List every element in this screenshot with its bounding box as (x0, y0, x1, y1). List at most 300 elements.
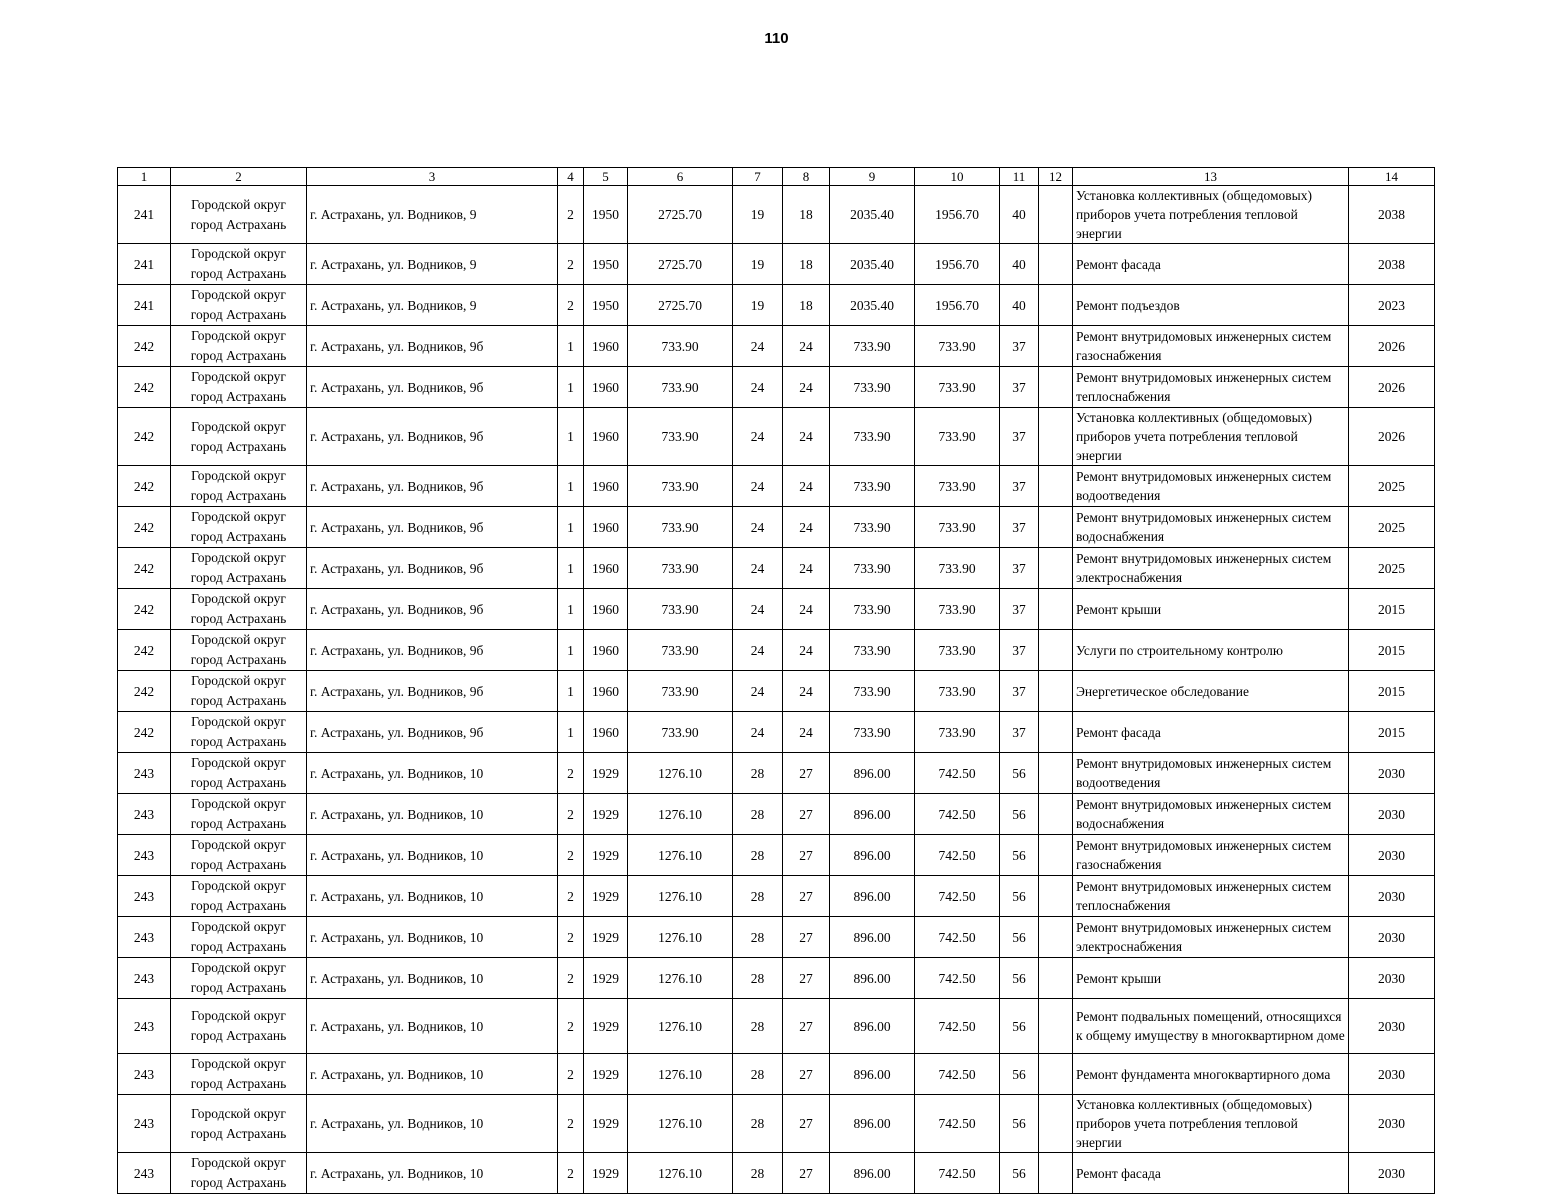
table-row (118, 671, 1435, 712)
address-cell: г. Астрахань, ул. Водников, 9б (307, 507, 558, 548)
region-cell: Городской округ город Астрахань (171, 917, 307, 958)
col11-cell: 37 (1000, 548, 1039, 589)
region-cell: Городской округ город Астрахань (171, 326, 307, 367)
col8-cell: 24 (783, 507, 830, 548)
col12-cell (1039, 794, 1073, 835)
work-type-cell: Ремонт внутридомовых инженерных систем водоснабжения (1073, 794, 1349, 835)
living-area-cell: 896.00 (830, 999, 915, 1054)
col11-cell: 56 (1000, 917, 1039, 958)
row-number-cell: 242 (118, 630, 171, 671)
living-area-cell: 733.90 (830, 712, 915, 753)
col10-cell: 733.90 (915, 507, 1000, 548)
living-area-cell: 896.00 (830, 1153, 915, 1194)
floors-cell: 1 (558, 548, 584, 589)
work-type-cell: Услуги по строительному контролю (1073, 630, 1349, 671)
col8-cell: 27 (783, 958, 830, 999)
living-area-cell: 896.00 (830, 1054, 915, 1095)
living-area-cell: 896.00 (830, 917, 915, 958)
region-cell: Городской округ город Астрахань (171, 630, 307, 671)
work-type-cell: Ремонт фасада (1073, 1153, 1349, 1194)
col10-cell: 742.50 (915, 753, 1000, 794)
living-area-cell: 733.90 (830, 548, 915, 589)
row-number-cell: 241 (118, 244, 171, 285)
total-area-cell: 733.90 (628, 548, 733, 589)
work-type-cell: Ремонт внутридомовых инженерных систем теплоснабжения (1073, 876, 1349, 917)
table-row (118, 186, 1435, 244)
planned-year-cell: 2026 (1349, 326, 1435, 367)
row-number-cell: 242 (118, 507, 171, 548)
row-number-cell: 243 (118, 999, 171, 1054)
region-cell: Городской округ город Астрахань (171, 408, 307, 466)
col10-cell: 1956.70 (915, 186, 1000, 244)
total-area-cell: 1276.10 (628, 876, 733, 917)
planned-year-cell: 2030 (1349, 876, 1435, 917)
total-area-cell: 733.90 (628, 712, 733, 753)
floors-cell: 2 (558, 999, 584, 1054)
col10-cell: 742.50 (915, 1095, 1000, 1153)
col8-cell: 24 (783, 367, 830, 408)
address-cell: г. Астрахань, ул. Водников, 9б (307, 712, 558, 753)
total-area-cell: 1276.10 (628, 958, 733, 999)
region-cell: Городской округ город Астрахань (171, 285, 307, 326)
col7-cell: 24 (733, 548, 783, 589)
living-area-cell: 733.90 (830, 630, 915, 671)
total-area-cell: 1276.10 (628, 917, 733, 958)
table-row (118, 712, 1435, 753)
region-cell: Городской округ город Астрахань (171, 1054, 307, 1095)
address-cell: г. Астрахань, ул. Водников, 9б (307, 630, 558, 671)
planned-year-cell: 2015 (1349, 712, 1435, 753)
col10-cell: 733.90 (915, 589, 1000, 630)
table-row (118, 1153, 1435, 1194)
column-header: 7 (733, 168, 783, 186)
planned-year-cell: 2030 (1349, 753, 1435, 794)
col11-cell: 37 (1000, 507, 1039, 548)
planned-year-cell: 2026 (1349, 408, 1435, 466)
region-cell: Городской округ город Астрахань (171, 367, 307, 408)
col12-cell (1039, 589, 1073, 630)
floors-cell: 2 (558, 794, 584, 835)
col8-cell: 24 (783, 671, 830, 712)
floors-cell: 2 (558, 917, 584, 958)
year-built-cell: 1960 (584, 367, 628, 408)
year-built-cell: 1960 (584, 466, 628, 507)
column-header: 14 (1349, 168, 1435, 186)
address-cell: г. Астрахань, ул. Водников, 10 (307, 999, 558, 1054)
col7-cell: 24 (733, 326, 783, 367)
column-header: 4 (558, 168, 584, 186)
col10-cell: 733.90 (915, 671, 1000, 712)
col7-cell: 28 (733, 1095, 783, 1153)
floors-cell: 1 (558, 712, 584, 753)
col11-cell: 40 (1000, 186, 1039, 244)
work-type-cell: Ремонт внутридомовых инженерных систем электроснабжения (1073, 548, 1349, 589)
col11-cell: 37 (1000, 326, 1039, 367)
work-type-cell: Установка коллективных (общедомовых) приборов учета потребления тепловой энергии (1073, 186, 1349, 244)
total-area-cell: 733.90 (628, 367, 733, 408)
col12-cell (1039, 999, 1073, 1054)
planned-year-cell: 2015 (1349, 630, 1435, 671)
year-built-cell: 1929 (584, 835, 628, 876)
address-cell: г. Астрахань, ул. Водников, 10 (307, 794, 558, 835)
year-built-cell: 1950 (584, 186, 628, 244)
col11-cell: 56 (1000, 1153, 1039, 1194)
table-row (118, 367, 1435, 408)
planned-year-cell: 2030 (1349, 999, 1435, 1054)
col11-cell: 40 (1000, 285, 1039, 326)
address-cell: г. Астрахань, ул. Водников, 10 (307, 958, 558, 999)
row-number-cell: 242 (118, 712, 171, 753)
year-built-cell: 1960 (584, 326, 628, 367)
floors-cell: 2 (558, 285, 584, 326)
column-header: 5 (584, 168, 628, 186)
col12-cell (1039, 244, 1073, 285)
col11-cell: 56 (1000, 794, 1039, 835)
total-area-cell: 733.90 (628, 671, 733, 712)
col12-cell (1039, 835, 1073, 876)
total-area-cell: 1276.10 (628, 1095, 733, 1153)
col10-cell: 733.90 (915, 367, 1000, 408)
col12-cell (1039, 285, 1073, 326)
row-number-cell: 243 (118, 835, 171, 876)
col7-cell: 28 (733, 1054, 783, 1095)
col7-cell: 24 (733, 671, 783, 712)
row-number-cell: 242 (118, 548, 171, 589)
planned-year-cell: 2038 (1349, 244, 1435, 285)
col10-cell: 1956.70 (915, 244, 1000, 285)
col8-cell: 24 (783, 589, 830, 630)
column-header: 9 (830, 168, 915, 186)
work-type-cell: Ремонт внутридомовых инженерных систем газоснабжения (1073, 835, 1349, 876)
total-area-cell: 1276.10 (628, 1153, 733, 1194)
col11-cell: 37 (1000, 408, 1039, 466)
table-row (118, 958, 1435, 999)
col12-cell (1039, 466, 1073, 507)
col11-cell: 37 (1000, 589, 1039, 630)
region-cell: Городской округ город Астрахань (171, 466, 307, 507)
col10-cell: 742.50 (915, 1153, 1000, 1194)
column-header: 1 (118, 168, 171, 186)
work-type-cell: Ремонт внутридомовых инженерных систем электроснабжения (1073, 917, 1349, 958)
planned-year-cell: 2038 (1349, 186, 1435, 244)
table-row (118, 589, 1435, 630)
col7-cell: 24 (733, 589, 783, 630)
region-cell: Городской округ город Астрахань (171, 548, 307, 589)
col11-cell: 56 (1000, 876, 1039, 917)
col7-cell: 28 (733, 835, 783, 876)
col7-cell: 28 (733, 917, 783, 958)
table-row (118, 835, 1435, 876)
floors-cell: 2 (558, 244, 584, 285)
col11-cell: 56 (1000, 1054, 1039, 1095)
col12-cell (1039, 326, 1073, 367)
region-cell: Городской округ город Астрахань (171, 712, 307, 753)
work-type-cell: Установка коллективных (общедомовых) приборов учета потребления тепловой энергии (1073, 1095, 1349, 1153)
col8-cell: 24 (783, 466, 830, 507)
year-built-cell: 1950 (584, 244, 628, 285)
col8-cell: 27 (783, 753, 830, 794)
year-built-cell: 1929 (584, 794, 628, 835)
address-cell: г. Астрахань, ул. Водников, 9б (307, 367, 558, 408)
year-built-cell: 1960 (584, 408, 628, 466)
year-built-cell: 1960 (584, 671, 628, 712)
row-number-cell: 241 (118, 285, 171, 326)
table-row (118, 630, 1435, 671)
row-number-cell: 243 (118, 1095, 171, 1153)
column-header: 6 (628, 168, 733, 186)
planned-year-cell: 2030 (1349, 1153, 1435, 1194)
col7-cell: 24 (733, 367, 783, 408)
table-row (118, 285, 1435, 326)
total-area-cell: 1276.10 (628, 999, 733, 1054)
address-cell: г. Астрахань, ул. Водников, 10 (307, 753, 558, 794)
floors-cell: 2 (558, 1153, 584, 1194)
living-area-cell: 2035.40 (830, 285, 915, 326)
living-area-cell: 733.90 (830, 589, 915, 630)
address-cell: г. Астрахань, ул. Водников, 9б (307, 671, 558, 712)
table-row (118, 753, 1435, 794)
col11-cell: 37 (1000, 466, 1039, 507)
col12-cell (1039, 958, 1073, 999)
region-cell: Городской округ город Астрахань (171, 244, 307, 285)
region-cell: Городской округ город Астрахань (171, 794, 307, 835)
col8-cell: 27 (783, 999, 830, 1054)
region-cell: Городской округ город Астрахань (171, 1153, 307, 1194)
living-area-cell: 733.90 (830, 408, 915, 466)
address-cell: г. Астрахань, ул. Водников, 9б (307, 589, 558, 630)
living-area-cell: 896.00 (830, 753, 915, 794)
col11-cell: 56 (1000, 835, 1039, 876)
address-cell: г. Астрахань, ул. Водников, 9б (307, 548, 558, 589)
col7-cell: 19 (733, 285, 783, 326)
col8-cell: 27 (783, 1153, 830, 1194)
col10-cell: 742.50 (915, 794, 1000, 835)
col11-cell: 37 (1000, 367, 1039, 408)
col12-cell (1039, 186, 1073, 244)
col12-cell (1039, 1153, 1073, 1194)
col12-cell (1039, 917, 1073, 958)
region-cell: Городской округ город Астрахань (171, 186, 307, 244)
table-row (118, 548, 1435, 589)
col7-cell: 24 (733, 630, 783, 671)
col8-cell: 24 (783, 712, 830, 753)
table-row (118, 1095, 1435, 1153)
work-type-cell: Ремонт крыши (1073, 958, 1349, 999)
total-area-cell: 733.90 (628, 507, 733, 548)
work-type-cell: Ремонт внутридомовых инженерных систем водоотведения (1073, 753, 1349, 794)
row-number-cell: 243 (118, 917, 171, 958)
col10-cell: 733.90 (915, 408, 1000, 466)
year-built-cell: 1929 (584, 876, 628, 917)
total-area-cell: 733.90 (628, 630, 733, 671)
col8-cell: 27 (783, 1095, 830, 1153)
col10-cell: 1956.70 (915, 285, 1000, 326)
year-built-cell: 1929 (584, 1153, 628, 1194)
floors-cell: 2 (558, 1095, 584, 1153)
living-area-cell: 733.90 (830, 507, 915, 548)
col8-cell: 24 (783, 408, 830, 466)
row-number-cell: 243 (118, 1054, 171, 1095)
floors-cell: 2 (558, 753, 584, 794)
col8-cell: 24 (783, 548, 830, 589)
row-number-cell: 241 (118, 186, 171, 244)
col11-cell: 56 (1000, 753, 1039, 794)
work-type-cell: Ремонт крыши (1073, 589, 1349, 630)
table-row (118, 326, 1435, 367)
col10-cell: 733.90 (915, 630, 1000, 671)
floors-cell: 2 (558, 1054, 584, 1095)
col12-cell (1039, 876, 1073, 917)
address-cell: г. Астрахань, ул. Водников, 9б (307, 466, 558, 507)
repair-schedule-table (117, 167, 1435, 1194)
col12-cell (1039, 507, 1073, 548)
year-built-cell: 1929 (584, 999, 628, 1054)
planned-year-cell: 2030 (1349, 794, 1435, 835)
column-header: 12 (1039, 168, 1073, 186)
address-cell: г. Астрахань, ул. Водников, 9 (307, 244, 558, 285)
col10-cell: 733.90 (915, 466, 1000, 507)
row-number-cell: 242 (118, 466, 171, 507)
work-type-cell: Ремонт внутридомовых инженерных систем водоотведения (1073, 466, 1349, 507)
planned-year-cell: 2023 (1349, 285, 1435, 326)
col7-cell: 19 (733, 244, 783, 285)
address-cell: г. Астрахань, ул. Водников, 9 (307, 186, 558, 244)
col7-cell: 24 (733, 712, 783, 753)
col12-cell (1039, 1054, 1073, 1095)
living-area-cell: 733.90 (830, 671, 915, 712)
column-header: 10 (915, 168, 1000, 186)
col8-cell: 24 (783, 630, 830, 671)
col10-cell: 742.50 (915, 835, 1000, 876)
total-area-cell: 1276.10 (628, 835, 733, 876)
col7-cell: 28 (733, 876, 783, 917)
col7-cell: 28 (733, 1153, 783, 1194)
work-type-cell: Ремонт внутридомовых инженерных систем водоснабжения (1073, 507, 1349, 548)
col11-cell: 56 (1000, 999, 1039, 1054)
row-number-cell: 243 (118, 1153, 171, 1194)
address-cell: г. Астрахань, ул. Водников, 9б (307, 326, 558, 367)
year-built-cell: 1960 (584, 589, 628, 630)
col7-cell: 28 (733, 753, 783, 794)
living-area-cell: 896.00 (830, 876, 915, 917)
region-cell: Городской округ город Астрахань (171, 753, 307, 794)
column-header: 8 (783, 168, 830, 186)
col7-cell: 28 (733, 999, 783, 1054)
table-row (118, 999, 1435, 1054)
year-built-cell: 1929 (584, 753, 628, 794)
total-area-cell: 1276.10 (628, 794, 733, 835)
table-row (118, 876, 1435, 917)
col10-cell: 742.50 (915, 999, 1000, 1054)
table-row (118, 507, 1435, 548)
living-area-cell: 2035.40 (830, 186, 915, 244)
row-number-cell: 243 (118, 958, 171, 999)
row-number-cell: 242 (118, 408, 171, 466)
floors-cell: 1 (558, 326, 584, 367)
work-type-cell: Установка коллективных (общедомовых) приборов учета потребления тепловой энергии (1073, 408, 1349, 466)
work-type-cell: Энергетическое обследование (1073, 671, 1349, 712)
col10-cell: 742.50 (915, 917, 1000, 958)
table-row (118, 408, 1435, 466)
region-cell: Городской округ город Астрахань (171, 507, 307, 548)
floors-cell: 2 (558, 186, 584, 244)
region-cell: Городской округ город Астрахань (171, 1095, 307, 1153)
address-cell: г. Астрахань, ул. Водников, 10 (307, 917, 558, 958)
work-type-cell: Ремонт подвальных помещений, относящихся к общему имуществу в многоквартирном доме (1073, 999, 1349, 1054)
col11-cell: 37 (1000, 630, 1039, 671)
floors-cell: 1 (558, 507, 584, 548)
col12-cell (1039, 367, 1073, 408)
year-built-cell: 1960 (584, 548, 628, 589)
table-body (118, 186, 1435, 1194)
total-area-cell: 733.90 (628, 326, 733, 367)
planned-year-cell: 2030 (1349, 1095, 1435, 1153)
living-area-cell: 896.00 (830, 794, 915, 835)
living-area-cell: 896.00 (830, 958, 915, 999)
col8-cell: 27 (783, 876, 830, 917)
living-area-cell: 733.90 (830, 326, 915, 367)
table-row (118, 1054, 1435, 1095)
col12-cell (1039, 712, 1073, 753)
column-header: 13 (1073, 168, 1349, 186)
living-area-cell: 733.90 (830, 466, 915, 507)
region-cell: Городской округ город Астрахань (171, 958, 307, 999)
work-type-cell: Ремонт фасада (1073, 244, 1349, 285)
col10-cell: 742.50 (915, 1054, 1000, 1095)
address-cell: г. Астрахань, ул. Водников, 10 (307, 876, 558, 917)
year-built-cell: 1929 (584, 1054, 628, 1095)
total-area-cell: 733.90 (628, 408, 733, 466)
floors-cell: 1 (558, 367, 584, 408)
floors-cell: 1 (558, 671, 584, 712)
living-area-cell: 733.90 (830, 367, 915, 408)
region-cell: Городской округ город Астрахань (171, 589, 307, 630)
total-area-cell: 2725.70 (628, 244, 733, 285)
year-built-cell: 1929 (584, 1095, 628, 1153)
row-number-cell: 243 (118, 794, 171, 835)
col12-cell (1039, 1095, 1073, 1153)
floors-cell: 2 (558, 876, 584, 917)
page-number: 110 (764, 30, 789, 47)
planned-year-cell: 2025 (1349, 466, 1435, 507)
region-cell: Городской округ город Астрахань (171, 835, 307, 876)
col8-cell: 18 (783, 186, 830, 244)
row-number-cell: 242 (118, 589, 171, 630)
col12-cell (1039, 671, 1073, 712)
column-header: 3 (307, 168, 558, 186)
living-area-cell: 2035.40 (830, 244, 915, 285)
planned-year-cell: 2030 (1349, 917, 1435, 958)
planned-year-cell: 2015 (1349, 589, 1435, 630)
floors-cell: 1 (558, 408, 584, 466)
column-header: 2 (171, 168, 307, 186)
column-number-row (118, 168, 1435, 186)
work-type-cell: Ремонт фундамента многоквартирного дома (1073, 1054, 1349, 1095)
work-type-cell: Ремонт внутридомовых инженерных систем теплоснабжения (1073, 367, 1349, 408)
col12-cell (1039, 548, 1073, 589)
col11-cell: 56 (1000, 958, 1039, 999)
address-cell: г. Астрахань, ул. Водников, 10 (307, 835, 558, 876)
region-cell: Городской округ город Астрахань (171, 876, 307, 917)
col11-cell: 56 (1000, 1095, 1039, 1153)
col12-cell (1039, 630, 1073, 671)
col7-cell: 24 (733, 507, 783, 548)
col7-cell: 28 (733, 958, 783, 999)
planned-year-cell: 2030 (1349, 835, 1435, 876)
col8-cell: 27 (783, 1054, 830, 1095)
floors-cell: 1 (558, 466, 584, 507)
col11-cell: 40 (1000, 244, 1039, 285)
